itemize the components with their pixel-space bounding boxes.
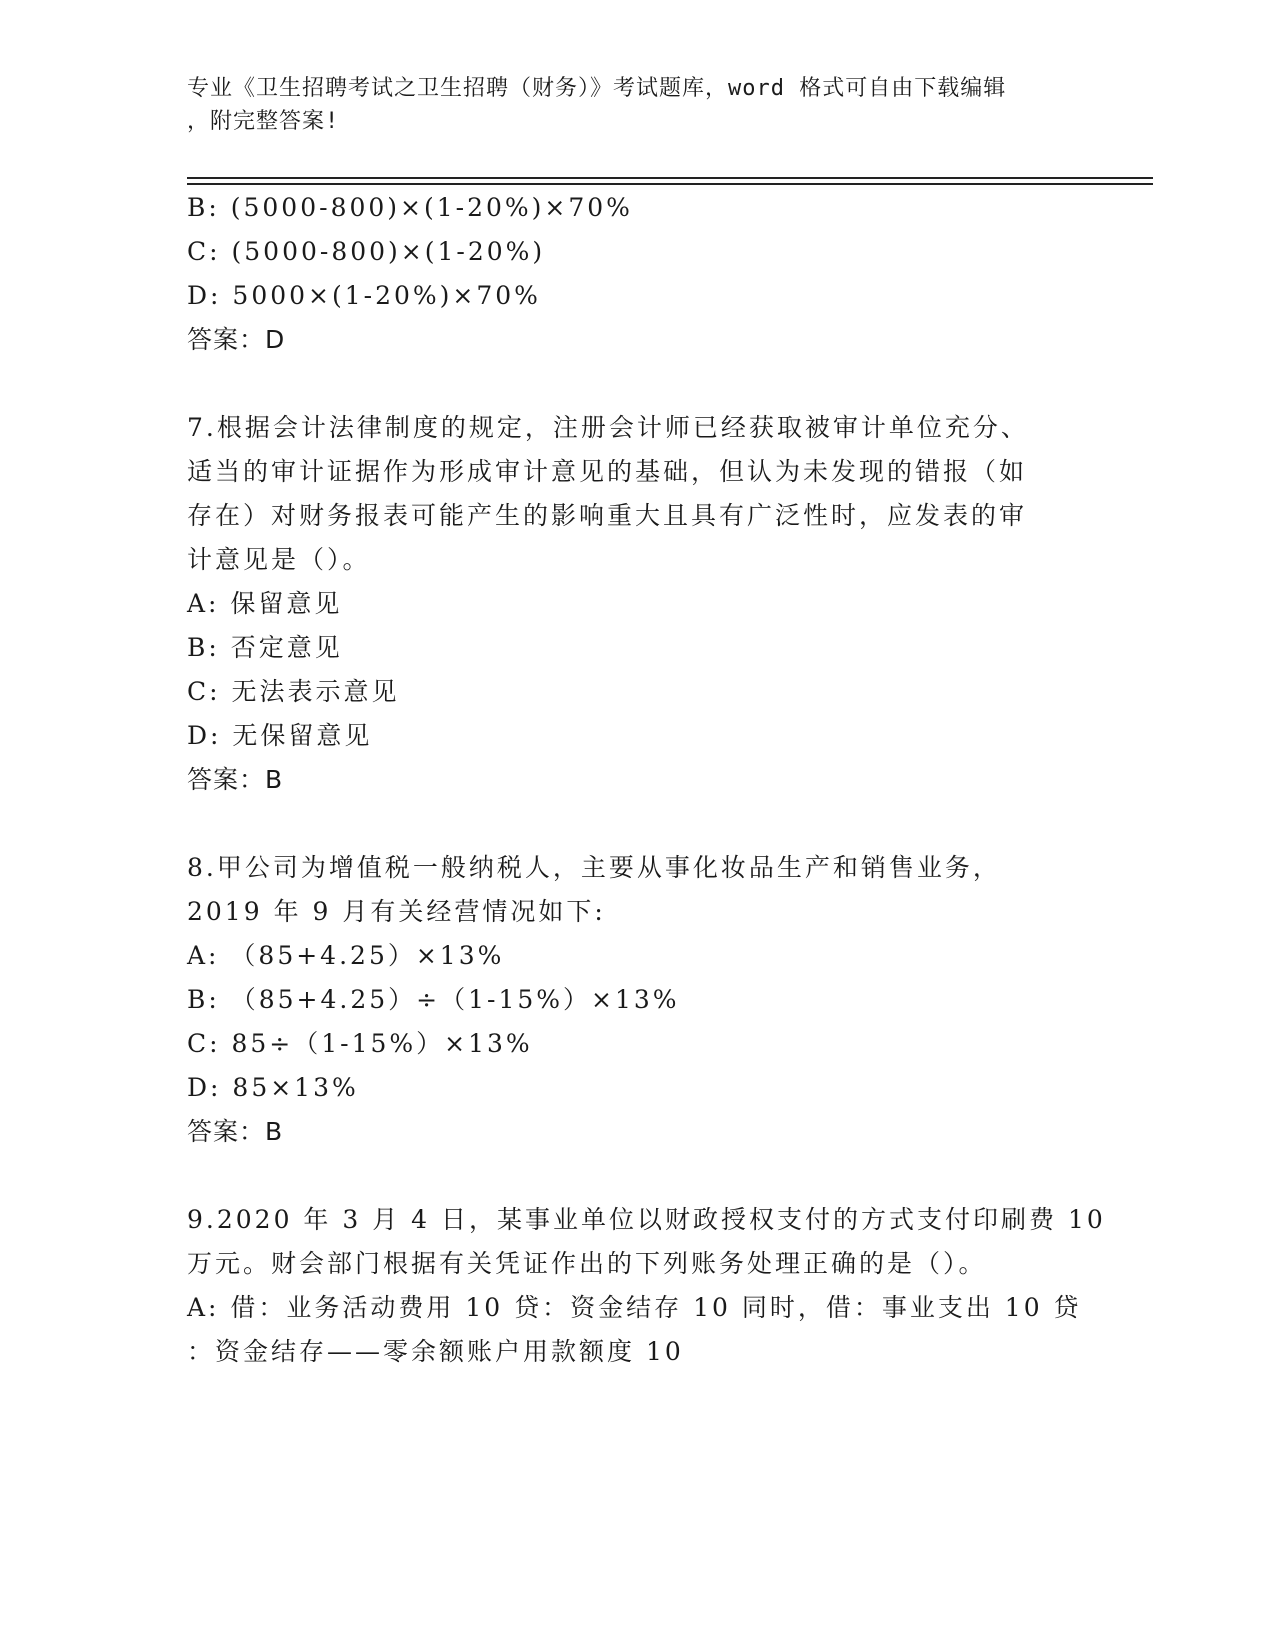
q9-option-a-line-2: ：资金结存——零余额账户用款额度 10 <box>187 1337 684 1366</box>
q7-stem-line-2: 适当的审计证据作为形成审计意见的基础，但认为未发现的错报（如 <box>187 457 1028 486</box>
q8-option-b: B: （85+4.25）÷（1-15%）×13% <box>187 985 680 1014</box>
q7-stem-line-4: 计意见是（）。 <box>187 545 371 574</box>
q9-stem-line-1: 9.2020 年 3 月 4 日，某事业单位以财政授权支付的方式支付印刷费 10 <box>187 1205 1106 1234</box>
header-divider-bottom <box>187 183 1153 185</box>
header-line-2: ，附完整答案! <box>187 109 340 134</box>
q8-option-d: D: 85×13% <box>187 1073 359 1102</box>
header-line-1: 专业《卫生招聘考试之卫生招聘（财务）》考试题库，word 格式可自由下载编辑 <box>187 76 1007 101</box>
q6-answer: 答案：D <box>187 325 286 354</box>
q7-option-a: A: 保留意见 <box>187 589 343 618</box>
q8-option-c: C: 85÷（1-15%）×13% <box>187 1029 533 1058</box>
q7-option-d: D: 无保留意见 <box>187 721 373 750</box>
document-header <box>187 72 1067 138</box>
q6-option-b: B: (5000-800)×(1-20%)×70% <box>187 193 633 222</box>
q8-answer: 答案：B <box>187 1117 284 1146</box>
q7-option-c: C: 无法表示意见 <box>187 677 400 706</box>
q7-stem-line-1: 7.根据会计法律制度的规定，注册会计师已经获取被审计单位充分、 <box>187 413 1029 442</box>
header-divider-top <box>187 177 1153 179</box>
q8-stem-line-2: 2019 年 9 月有关经营情况如下: <box>187 897 606 926</box>
q9-stem-line-2: 万元。财会部门根据有关凭证作出的下列账务处理正确的是（）。 <box>187 1249 987 1278</box>
q8-option-a: A: （85+4.25）×13% <box>187 941 505 970</box>
q6-option-c: C: (5000-800)×(1-20%) <box>187 237 546 266</box>
q9-option-a-line-1: A: 借：业务活动费用 10 贷：资金结存 10 同时，借：事业支出 10 贷 <box>187 1293 1082 1322</box>
q6-option-d: D: 5000×(1-20%)×70% <box>187 281 541 310</box>
q7-answer: 答案：B <box>187 765 284 794</box>
q7-stem-line-3: 存在）对财务报表可能产生的影响重大且具有广泛性时，应发表的审 <box>187 501 1028 530</box>
q7-option-b: B: 否定意见 <box>187 633 343 662</box>
q8-stem-line-1: 8.甲公司为增值税一般纳税人，主要从事化妆品生产和销售业务， <box>187 853 1001 882</box>
